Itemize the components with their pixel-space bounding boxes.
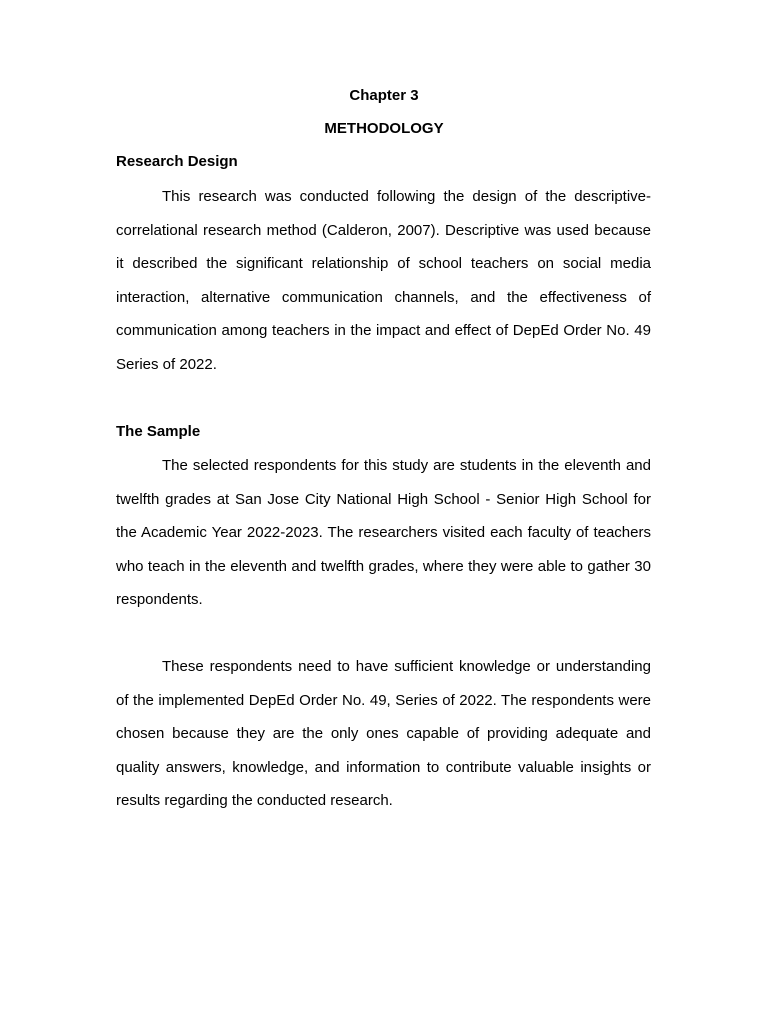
chapter-number: Chapter 3 (349, 87, 419, 104)
sample-paragraph-1: The selected respondents for this study are students in the eleventh and twelfth grades at San Jose City National High School - Senior High School for the Academic Year 2022-2023. The researchers visited each faculty of teachers who teach in the eleventh and twelfth grades, where they were able to gather 30 respondents. (116, 457, 651, 609)
section-heading-research-design: Research Design (116, 153, 238, 170)
section-heading-the-sample: The Sample (116, 423, 201, 440)
chapter-title: METHODOLOGY (324, 120, 444, 137)
sample-paragraph-2: These respondents need to have sufficient knowledge or understanding of the implemented DepEd Order No. 49, Series of 2022. The respondents were chosen because they are the only ones capable of providing adequate and quality answers, knowledge, and information to contribute valuable insights or results regarding the conducted research. (116, 658, 651, 810)
research-design-paragraph: This research was conducted following the design of the descriptive-correlational research method (Calderon, 2007). Descriptive was used because it described the significant relationship of school teachers on social media interaction, alternative communication channels, and the effectiveness of communication among teachers in the impact and effect of DepEd Order No. 49 Series of 2022. (116, 188, 651, 373)
